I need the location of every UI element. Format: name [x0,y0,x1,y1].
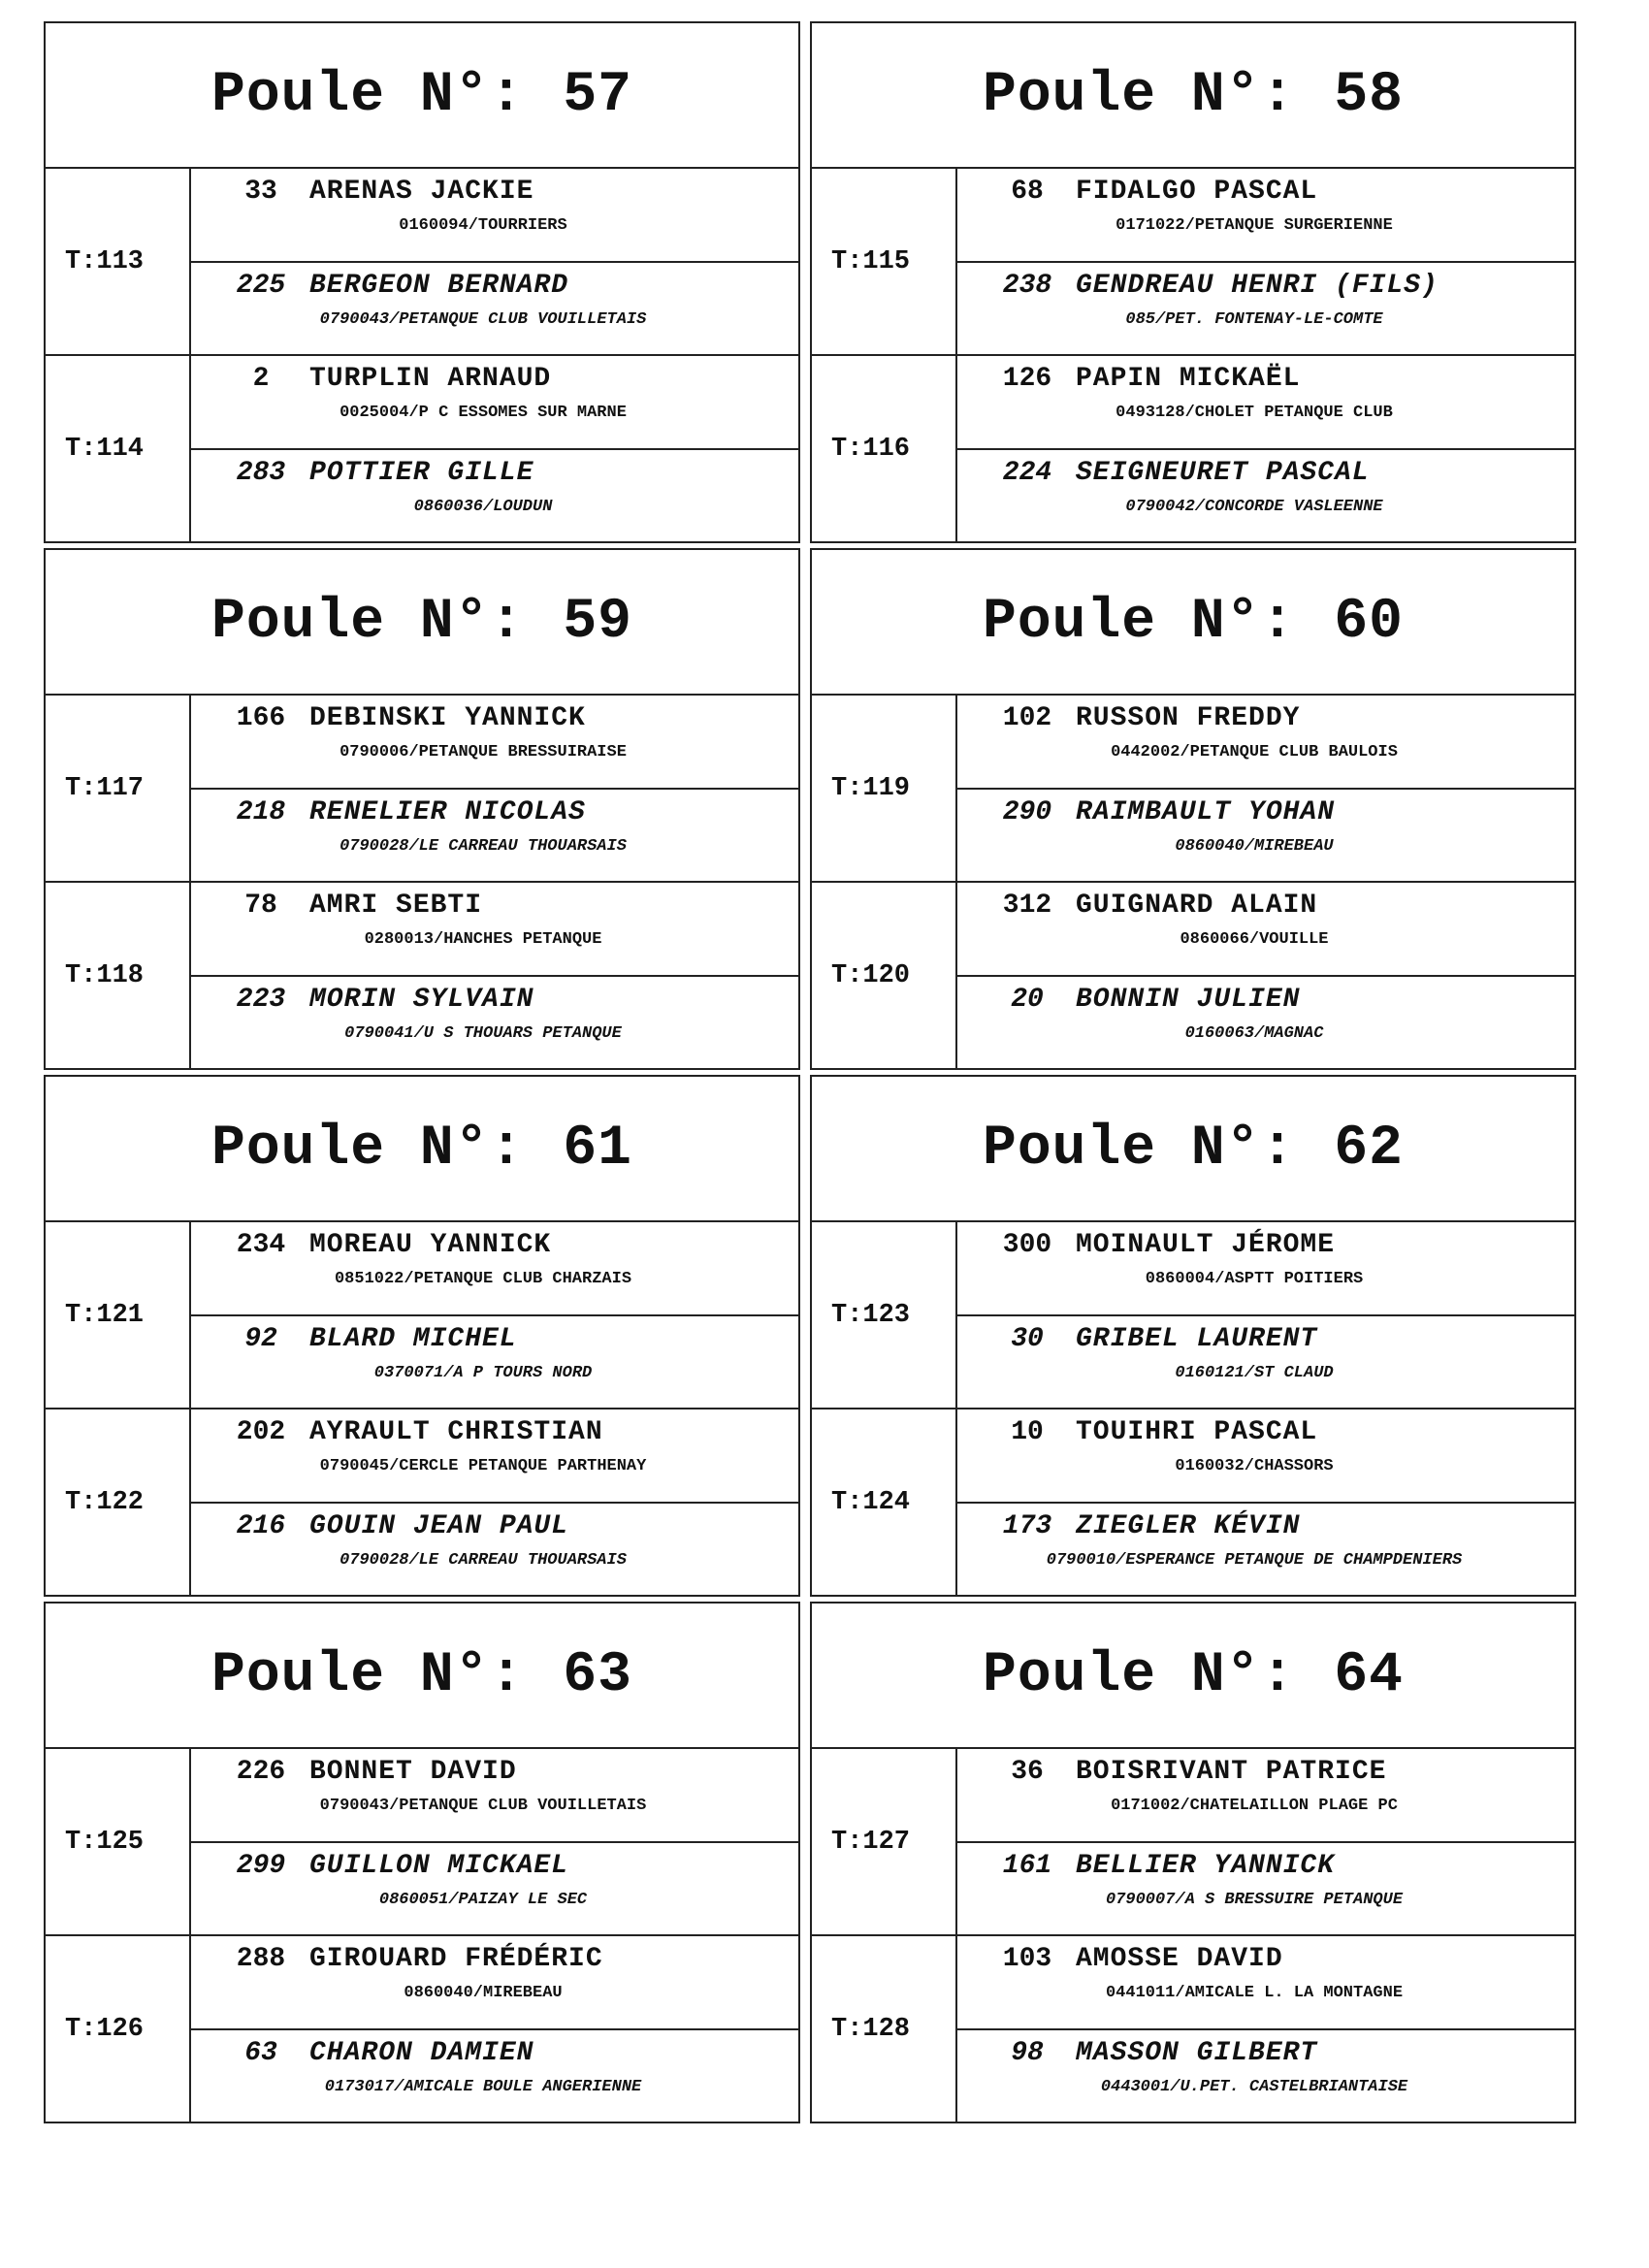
poule-title [812,23,1574,169]
player-number: 218 [236,796,286,827]
player-number: 173 [1002,1510,1052,1541]
player-number: 223 [236,984,286,1015]
player-club: 0025004/P C ESSOMES SUR MARNE [340,404,627,422]
player-name: MORIN SYLVAIN [309,984,534,1015]
poules-grid [44,21,1576,2123]
player-entry [191,1502,798,1596]
poule-prefix: Poule N°: [211,1117,525,1181]
player-entry [957,1409,1574,1502]
player-entry [191,1749,798,1841]
table-label: T:114 [46,356,191,541]
player-entry [191,356,798,448]
player-number: 283 [236,457,286,488]
player-club: 0160094/TOURRIERS [399,216,567,235]
player-name: MOREAU YANNICK [309,1230,552,1260]
player-number: 312 [1002,891,1052,921]
player-line [983,891,1565,921]
player-number: 20 [1011,984,1044,1015]
player-entry [957,975,1574,1069]
player-line [983,1230,1565,1260]
players-cell [957,696,1574,881]
player-entry [957,2028,1574,2122]
poule-card [44,548,800,1070]
player-number: 202 [236,1417,286,1447]
player-club: 0493128/CHOLET PETANQUE CLUB [1116,404,1393,422]
player-line [216,1511,789,1541]
player-entry [957,696,1574,788]
player-number: 30 [1011,1323,1044,1354]
player-entry [957,1841,1574,1935]
player-club: 0860036/LOUDUN [413,497,553,516]
player-name: BLARD MICHEL [309,1323,517,1354]
player-entry [191,448,798,542]
player-entry [957,1749,1574,1841]
player-line [983,985,1565,1015]
player-club: 0173017/AMICALE BOULE ANGERIENNE [324,2077,642,2096]
player-line [983,797,1565,827]
poule-prefix: Poule N°: [983,590,1296,654]
player-entry [191,2028,798,2122]
player-entry [191,1936,798,2028]
player-entry [957,356,1574,448]
player-name: AMRI SEBTI [309,891,483,921]
table-label: T:128 [812,1936,957,2122]
poule-prefix: Poule N°: [211,63,525,127]
player-line [216,458,789,488]
table-label: T:113 [46,169,191,354]
poule-card [44,21,800,543]
player-club: 0790028/LE CARREAU THOUARSAIS [340,1550,627,1570]
poule-title [812,550,1574,696]
player-name: FIDALGO PASCAL [1076,177,1318,207]
player-number: 10 [1011,1417,1044,1447]
player-number: 161 [1002,1850,1052,1881]
poule-number: 59 [563,590,632,654]
player-line [216,797,789,827]
player-name: GRIBEL LAURENT [1076,1323,1318,1354]
player-club: 0860004/ASPTT POITIERS [1145,1270,1364,1288]
player-number: 33 [244,177,277,207]
match-row [812,883,1574,1068]
match-row [812,1936,1574,2122]
players-cell [191,1749,798,1934]
player-entry [191,696,798,788]
match-row [46,1222,798,1409]
player-line [983,1511,1565,1541]
player-name: PAPIN MICKAËL [1076,364,1301,394]
match-row [812,356,1574,541]
player-number: 63 [244,2037,277,2068]
poule-title [46,1604,798,1749]
player-line [983,1757,1565,1787]
player-club: 0171002/CHATELAILLON PLAGE PC [1111,1797,1398,1815]
player-entry [191,1409,798,1502]
poule-card [44,1075,800,1597]
player-name: ARENAS JACKIE [309,177,534,207]
player-club: 0860040/MIREBEAU [1175,836,1334,856]
player-name: GUIGNARD ALAIN [1076,891,1318,921]
players-cell [191,169,798,354]
player-club: 0790006/PETANQUE BRESSUIRAISE [340,743,627,761]
player-line [216,1851,789,1881]
player-name: AMOSSE DAVID [1076,1944,1283,1974]
player-entry [191,1841,798,1935]
player-club: 0442002/PETANQUE CLUB BAULOIS [1111,743,1398,761]
player-number: 225 [236,270,286,301]
players-cell [191,1222,798,1408]
poule-prefix: Poule N°: [983,1117,1296,1181]
player-club: 085/PET. FONTENAY-LE-COMTE [1125,309,1383,329]
table-label: T:127 [812,1749,957,1934]
match-row [812,696,1574,883]
table-label: T:121 [46,1222,191,1408]
players-cell [957,1749,1574,1934]
player-number: 78 [244,891,277,921]
player-number: 92 [244,1323,277,1354]
poule-card [810,1602,1576,2123]
table-label: T:126 [46,1936,191,2122]
poule-title [812,1604,1574,1749]
player-number: 234 [236,1230,286,1260]
poule-card [810,21,1576,543]
player-entry [957,261,1574,355]
player-entry [957,169,1574,261]
player-number: 224 [1002,457,1052,488]
player-entry [957,788,1574,882]
player-name: BELLIER YANNICK [1076,1850,1336,1881]
players-cell [957,1222,1574,1408]
player-name: MASSON GILBERT [1076,2037,1318,2068]
poule-prefix: Poule N°: [983,63,1296,127]
table-label: T:125 [46,1749,191,1934]
match-row [46,1409,798,1595]
player-club: 0790041/U S THOUARS PETANQUE [344,1023,622,1043]
player-line [983,271,1565,301]
player-entry [191,261,798,355]
player-line [216,1417,789,1447]
table-label: T:124 [812,1409,957,1595]
table-label: T:115 [812,169,957,354]
table-label: T:116 [812,356,957,541]
player-line [216,891,789,921]
player-line [983,1417,1565,1447]
player-club: 0790043/PETANQUE CLUB VOUILLETAIS [319,309,647,329]
player-line [983,364,1565,394]
player-name: SEIGNEURET PASCAL [1076,457,1370,488]
match-row [46,169,798,356]
poule-number: 60 [1334,590,1404,654]
poule-number: 62 [1334,1117,1404,1181]
table-label: T:123 [812,1222,957,1408]
player-club: 0790045/CERCLE PETANQUE PARTHENAY [319,1457,647,1475]
table-label: T:122 [46,1409,191,1595]
player-number: 102 [1002,703,1052,733]
players-cell [191,1409,798,1595]
player-line [983,1944,1565,1974]
player-entry [957,883,1574,975]
player-line [216,1757,789,1787]
poule-number: 61 [563,1117,632,1181]
poule-title [812,1077,1574,1222]
player-name: RAIMBAULT YOHAN [1076,796,1336,827]
player-number: 216 [236,1510,286,1541]
player-entry [957,448,1574,542]
player-club: 0160063/MAGNAC [1184,1023,1324,1043]
player-entry [957,1936,1574,2028]
player-line [216,177,789,207]
match-row [812,169,1574,356]
player-number: 226 [236,1757,286,1787]
poule-prefix: Poule N°: [211,1643,525,1707]
player-club: 0851022/PETANQUE CLUB CHARZAIS [334,1270,632,1288]
player-number: 2 [252,364,270,394]
player-line [216,1324,789,1354]
player-club: 0790010/ESPERANCE PETANQUE DE CHAMPDENIERS [1046,1550,1463,1570]
player-number: 238 [1002,270,1052,301]
player-club: 0443001/U.PET. CASTELBRIANTAISE [1100,2077,1408,2096]
poule-title [46,1077,798,1222]
player-line [983,458,1565,488]
match-row [46,1749,798,1936]
player-entry [191,169,798,261]
poule-prefix: Poule N°: [983,1643,1296,1707]
poule-prefix: Poule N°: [211,590,525,654]
player-name: AYRAULT CHRISTIAN [309,1417,603,1447]
player-line [216,271,789,301]
poule-card [44,1602,800,2123]
match-row [46,1936,798,2122]
player-name: RUSSON FREDDY [1076,703,1301,733]
player-entry [957,1314,1574,1409]
player-number: 299 [236,1850,286,1881]
player-entry [191,883,798,975]
players-cell [191,1936,798,2122]
table-label: T:120 [812,883,957,1068]
player-number: 98 [1011,2037,1044,2068]
player-name: TOUIHRI PASCAL [1076,1417,1318,1447]
match-row [46,356,798,541]
player-name: CHARON DAMIEN [309,2037,534,2068]
match-row [46,696,798,883]
player-entry [191,1222,798,1314]
player-club: 0160032/CHASSORS [1175,1457,1334,1475]
player-name: POTTIER GILLE [309,457,534,488]
poule-card [810,548,1576,1070]
table-label: T:118 [46,883,191,1068]
player-name: TURPLIN ARNAUD [309,364,552,394]
player-club: 0860040/MIREBEAU [404,1984,563,2002]
player-number: 288 [236,1944,286,1974]
player-number: 300 [1002,1230,1052,1260]
player-club: 0860066/VOUILLE [1180,930,1329,949]
player-name: DEBINSKI YANNICK [309,703,586,733]
player-name: GOUIN JEAN PAUL [309,1510,569,1541]
player-number: 290 [1002,796,1052,827]
poule-number: 64 [1334,1643,1404,1707]
player-number: 68 [1011,177,1044,207]
players-cell [957,883,1574,1068]
player-line [216,1944,789,1974]
player-name: BOISRIVANT PATRICE [1076,1757,1387,1787]
player-name: BONNET DAVID [309,1757,517,1787]
player-name: ZIEGLER KÉVIN [1076,1510,1301,1541]
players-cell [957,356,1574,541]
player-club: 0441011/AMICALE L. LA MONTAGNE [1105,1984,1404,2002]
player-entry [191,1314,798,1409]
players-cell [957,1936,1574,2122]
player-club: 0790042/CONCORDE VASLEENNE [1125,497,1383,516]
players-cell [191,883,798,1068]
player-club: 0370071/A P TOURS NORD [373,1363,593,1382]
poule-title [46,550,798,696]
player-entry [957,1222,1574,1314]
player-line [216,364,789,394]
poule-number: 58 [1334,63,1404,127]
poule-number: 57 [563,63,632,127]
poule-number: 63 [563,1643,632,1707]
player-name: GIROUARD FRÉDÉRIC [309,1944,603,1974]
player-club: 0280013/HANCHES PETANQUE [364,930,602,949]
player-entry [957,1502,1574,1596]
players-cell [191,696,798,881]
player-club: 0790043/PETANQUE CLUB VOUILLETAIS [319,1797,647,1815]
player-entry [191,788,798,882]
table-label: T:117 [46,696,191,881]
match-row [812,1409,1574,1595]
player-number: 166 [236,703,286,733]
players-cell [957,169,1574,354]
player-name: MOINAULT JÉROME [1076,1230,1336,1260]
players-cell [191,356,798,541]
match-row [812,1749,1574,1936]
table-label: T:119 [812,696,957,881]
match-row [46,883,798,1068]
poule-title [46,23,798,169]
player-line [983,1324,1565,1354]
poule-card [810,1075,1576,1597]
player-line [216,985,789,1015]
player-line [216,703,789,733]
player-name: BONNIN JULIEN [1076,984,1301,1015]
player-line [983,2038,1565,2068]
player-name: GENDREAU HENRI (FILS) [1076,270,1439,301]
player-line [983,177,1565,207]
player-name: RENELIER NICOLAS [309,796,586,827]
player-club: 0171022/PETANQUE SURGERIENNE [1116,216,1393,235]
player-line [983,1851,1565,1881]
player-line [216,1230,789,1260]
player-number: 103 [1002,1944,1052,1974]
player-entry [191,975,798,1069]
player-club: 0860051/PAIZAY LE SEC [378,1890,588,1909]
player-number: 126 [1002,364,1052,394]
player-name: GUILLON MICKAEL [309,1850,569,1881]
players-cell [957,1409,1574,1595]
player-club: 0790028/LE CARREAU THOUARSAIS [340,836,627,856]
match-row [812,1222,1574,1409]
player-name: BERGEON BERNARD [309,270,569,301]
player-line [216,2038,789,2068]
player-line [983,703,1565,733]
player-club: 0160121/ST CLAUD [1175,1363,1334,1382]
player-number: 36 [1011,1757,1044,1787]
player-club: 0790007/A S BRESSUIRE PETANQUE [1105,1890,1404,1909]
